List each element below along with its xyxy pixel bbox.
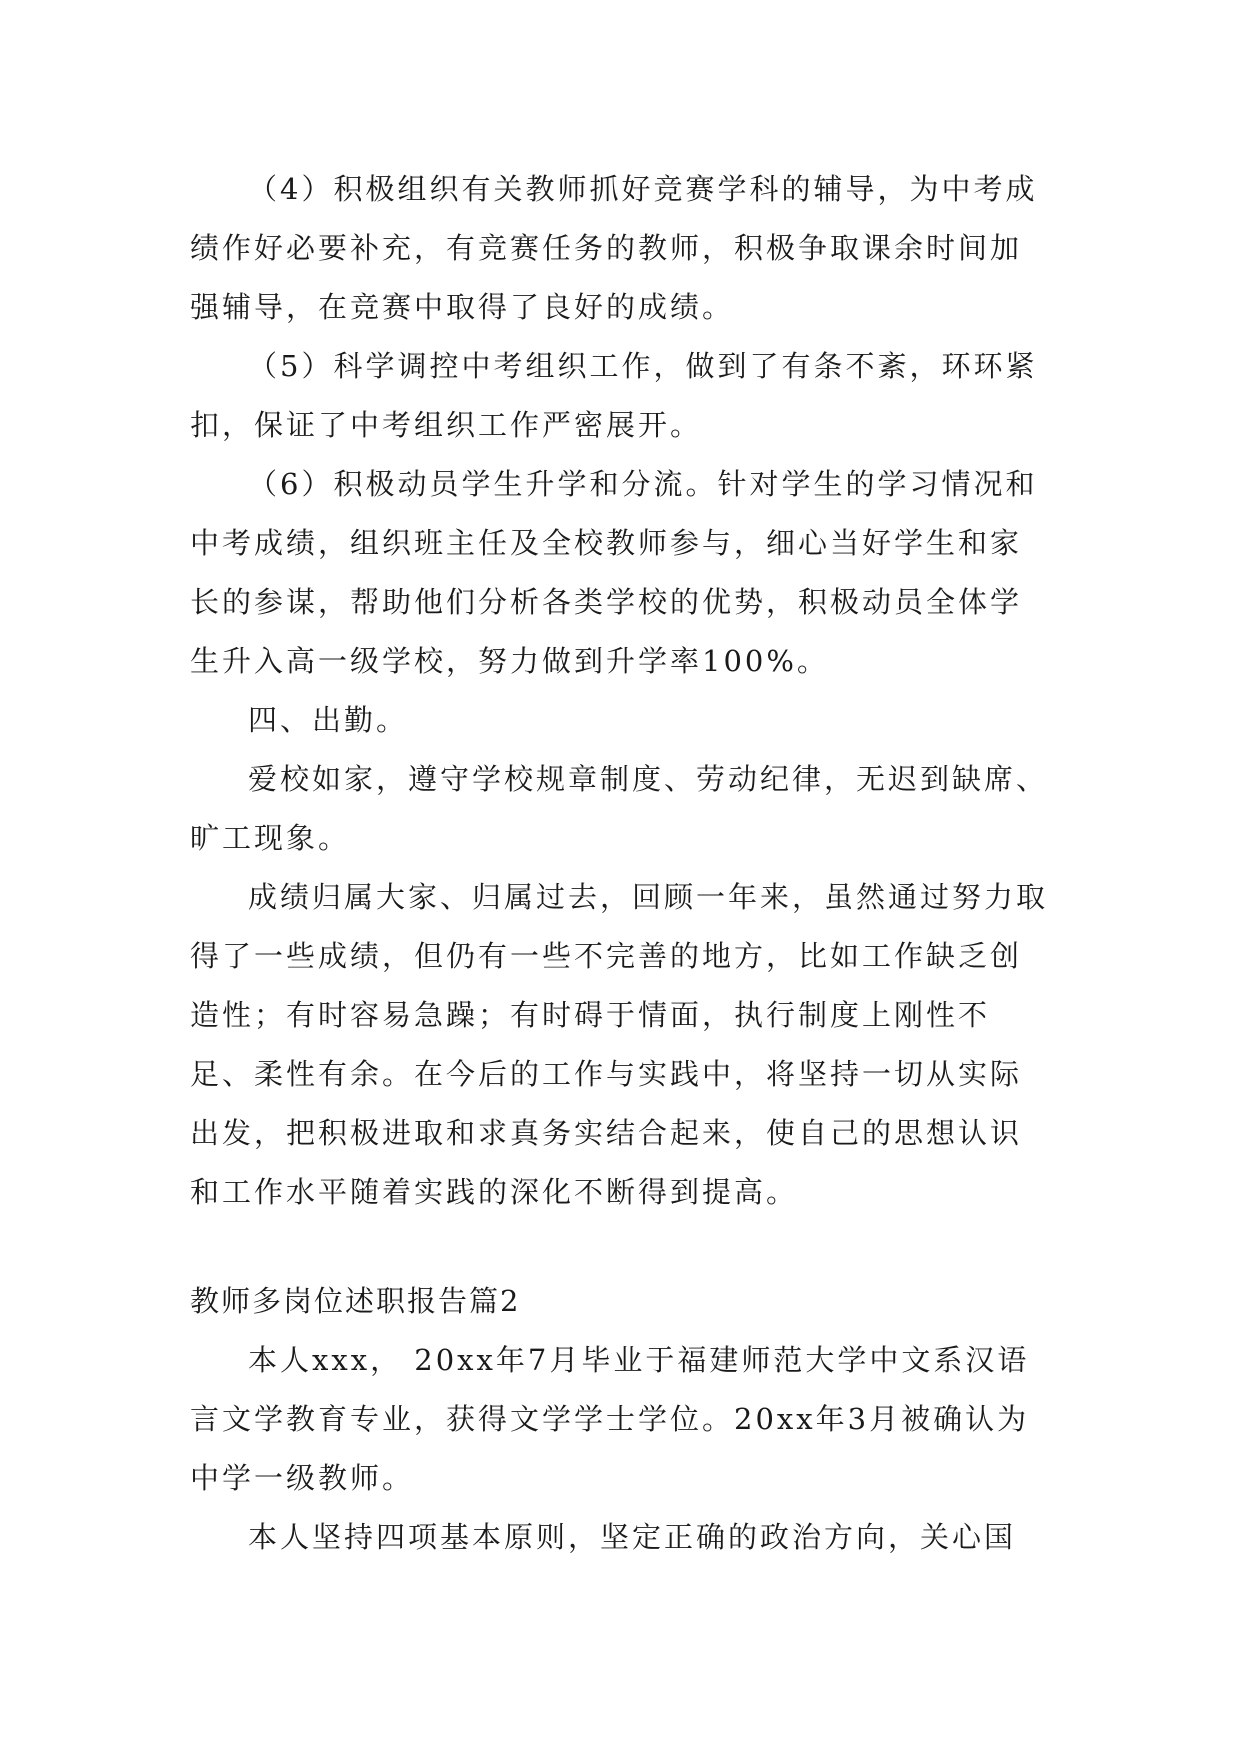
paragraph-intro: 本人xxx， 20xx年7月毕业于福建师范大学中文系汉语言文学教育专业，获得文学学士学位。20xx年3月被确认为中学一级教师。: [190, 1343, 1030, 1495]
paragraph-principles: 本人坚持四项基本原则，坚定正确的政治方向，关心国: [248, 1520, 1017, 1554]
section-attendance-heading: 四、出勤。: [248, 703, 409, 737]
paragraph-item-4: （4）积极组织有关教师抓好竞赛学科的辅导，为中考成绩作好必要补充，有竞赛任务的教师，积极争取课余时间加强辅导，在竞赛中取得了良好的成绩。: [190, 172, 1038, 324]
paragraph-summary: 成绩归属大家、归属过去，回顾一年来，虽然通过努力取得了一些成绩，但仍有一些不完善的地方，比如工作缺乏创造性；有时容易急躁；有时碍于情面，执行制度上刚性不足、柔性有余。在今后的工作与实践中，将坚持一切从实际出发，把积极进取和求真务实结合起来，使自己的思想认识和工作水平随着实践的深化不断得到提高。: [190, 880, 1049, 1209]
document-page: [190, 160, 1052, 1567]
paragraph-item-6: （6）积极动员学生升学和分流。针对学生的学习情况和中考成绩，组织班主任及全校教师参与，细心当好学生和家长的参谋，帮助他们分析各类学校的优势，积极动员全体学生升入高一级学校，努力做到升学率100%。: [190, 467, 1038, 678]
report-title: 教师多岗位述职报告篇2: [190, 1284, 521, 1318]
paragraph-attendance: 爱校如家，遵守学校规章制度、劳动纪律，无迟到缺席、旷工现象。: [190, 762, 1049, 855]
paragraph-item-5: （5）科学调控中考组织工作，做到了有条不紊，环环紧扣，保证了中考组织工作严密展开。: [190, 349, 1038, 442]
